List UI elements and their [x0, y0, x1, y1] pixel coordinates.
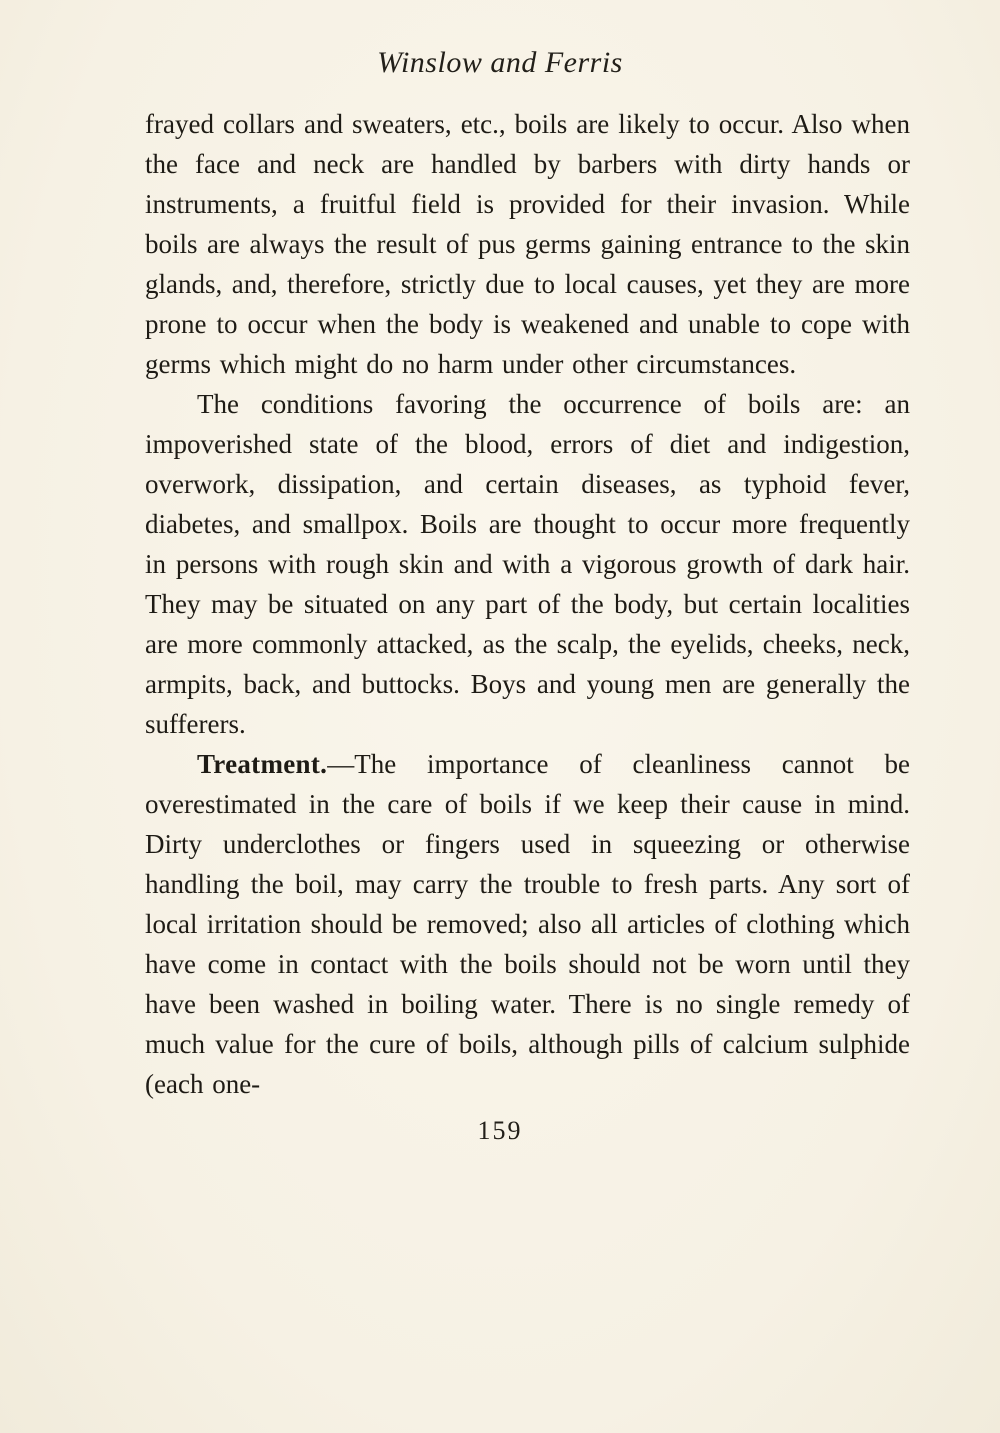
- running-header: Winslow and Ferris: [377, 46, 623, 79]
- body-text-block: [145, 104, 910, 1104]
- paragraph: The conditions favoring the occurrence of boils are: an impoverished state of the blood, errors of diet and indigestion, overwork, dissipation, and certain diseases, as typhoid fever, diabetes, and smallpox. Boils are thought to occur more frequently in persons with rough skin and with a vigorous growth of dark hair. They may be situated on any part of the body, but certain localities are more commonly attacked, as the scalp, the eyelids, cheeks, neck, armpits, back, and buttocks. Boys and young men are generally the sufferers.: [145, 389, 910, 739]
- paragraph: [145, 744, 910, 1104]
- paragraph-text: —The importance of cleanliness cannot be overestimated in the care of boils if we keep their cause in mind. Dirty underclothes or fingers used in squeezing or otherwise handling the boil, may carry the trouble to fresh parts. Any sort of local irritation should be removed; also all articles of clothing which have come in contact with the boils should not be worn until they have been washed in boiling water. There is no single remedy of much value for the cure of boils, although pills of calcium sulphide (each one-: [145, 749, 910, 1099]
- page-number: 159: [477, 1116, 523, 1145]
- treatment-lead-word: Treatment.: [197, 749, 328, 779]
- paragraph: frayed collars and sweaters, etc., boils are likely to occur. Also when the face and neck are handled by barbers with dirty hands or instruments, a fruitful field is provided for their invasion. While boils are always the result of pus germs gaining entrance to the skin glands, and, therefore, strictly due to local causes, yet they are more prone to occur when the body is weakened and unable to cope with germs which might do no harm under other circumstances.: [145, 109, 910, 379]
